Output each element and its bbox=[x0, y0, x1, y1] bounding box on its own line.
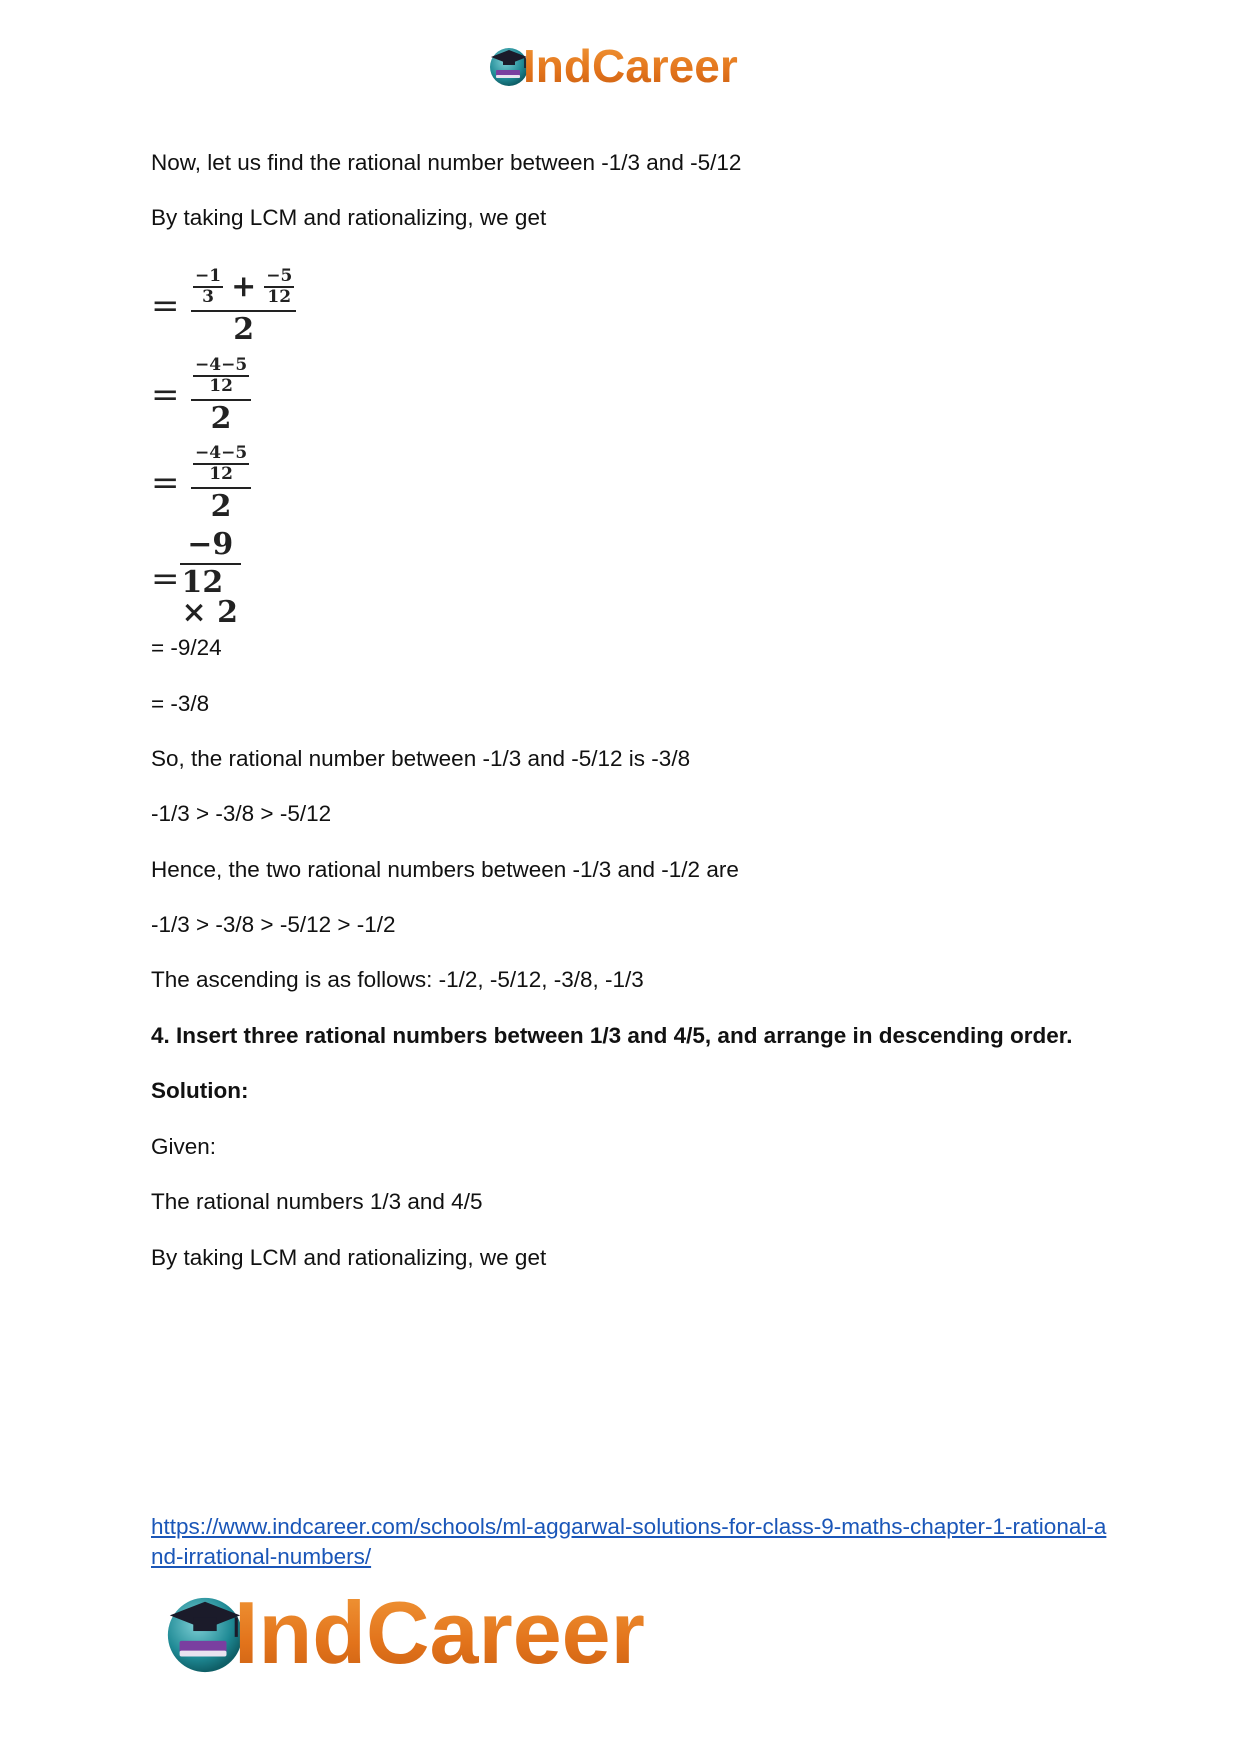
equals-sign: = bbox=[151, 462, 180, 503]
equals-sign: = bbox=[151, 559, 180, 599]
fraction: $\frac{-1}{3}$ + $\frac{-5}{12}$ 2 bbox=[191, 264, 296, 348]
logo-text: IndCareer bbox=[523, 40, 738, 92]
paragraph: So, the rational number between -1/3 and -5/12 is -3/8 bbox=[151, 746, 691, 771]
paragraph: = -9/24 bbox=[151, 635, 222, 660]
math-line bbox=[151, 527, 241, 631]
question-heading: 4. Insert three rational numbers between 1/3 and 4/5, and arrange in descending order. bbox=[151, 1023, 1073, 1048]
fraction: $\frac{-4-5}{12}$ bbox=[195, 355, 248, 396]
paragraph: Now, let us find the rational number between -1/3 and -5/12 bbox=[151, 150, 742, 175]
paragraph: By taking LCM and rationalizing, we get bbox=[151, 205, 547, 230]
footer-logo bbox=[162, 1585, 645, 1681]
math-line bbox=[151, 441, 251, 525]
paragraph: -1/3 > -3/8 > -5/12 > -1/2 bbox=[151, 912, 396, 937]
equals-sign: = bbox=[151, 374, 180, 415]
fraction: $\frac{-1}{3}$ bbox=[195, 266, 222, 307]
fraction: $\frac{-5}{12}$ bbox=[266, 266, 293, 307]
equals-sign: = bbox=[151, 285, 180, 326]
paragraph: -1/3 > -3/8 > -5/12 bbox=[151, 801, 332, 826]
paragraph: = -3/8 bbox=[151, 691, 210, 716]
paragraph: Given: bbox=[151, 1134, 217, 1159]
logo-text: IndCareer bbox=[234, 1583, 645, 1682]
math-line bbox=[151, 353, 251, 437]
plus-sign: + bbox=[231, 268, 257, 304]
paragraph: Hence, the two rational numbers between -1/3 and -1/2 are bbox=[151, 857, 739, 882]
paragraph: The rational numbers 1/3 and 4/5 bbox=[151, 1189, 483, 1214]
paragraph: The ascending is as follows: -1/2, -5/12, -3/8, -1/3 bbox=[151, 967, 644, 992]
header-logo bbox=[487, 40, 738, 92]
paragraph: By taking LCM and rationalizing, we get bbox=[151, 1245, 547, 1270]
fraction: $\frac{-9}{12 \times 2}$ bbox=[180, 527, 242, 631]
fraction: $\frac{-4-5}{12}$ bbox=[195, 443, 248, 484]
fraction: $\frac{\frac{-4-5}{12}}{2}$ bbox=[191, 441, 251, 525]
math-line bbox=[151, 264, 296, 348]
fraction: $\frac{\frac{-4-5}{12}}{2}$ bbox=[191, 353, 251, 437]
source-link[interactable]: https://www.indcareer.com/schools/ml-aggarwal-solutions-for-class-9-maths-chapter-1-rational-and-irrational-numbers/ bbox=[151, 1514, 1107, 1569]
solution-label: Solution: bbox=[151, 1078, 249, 1103]
